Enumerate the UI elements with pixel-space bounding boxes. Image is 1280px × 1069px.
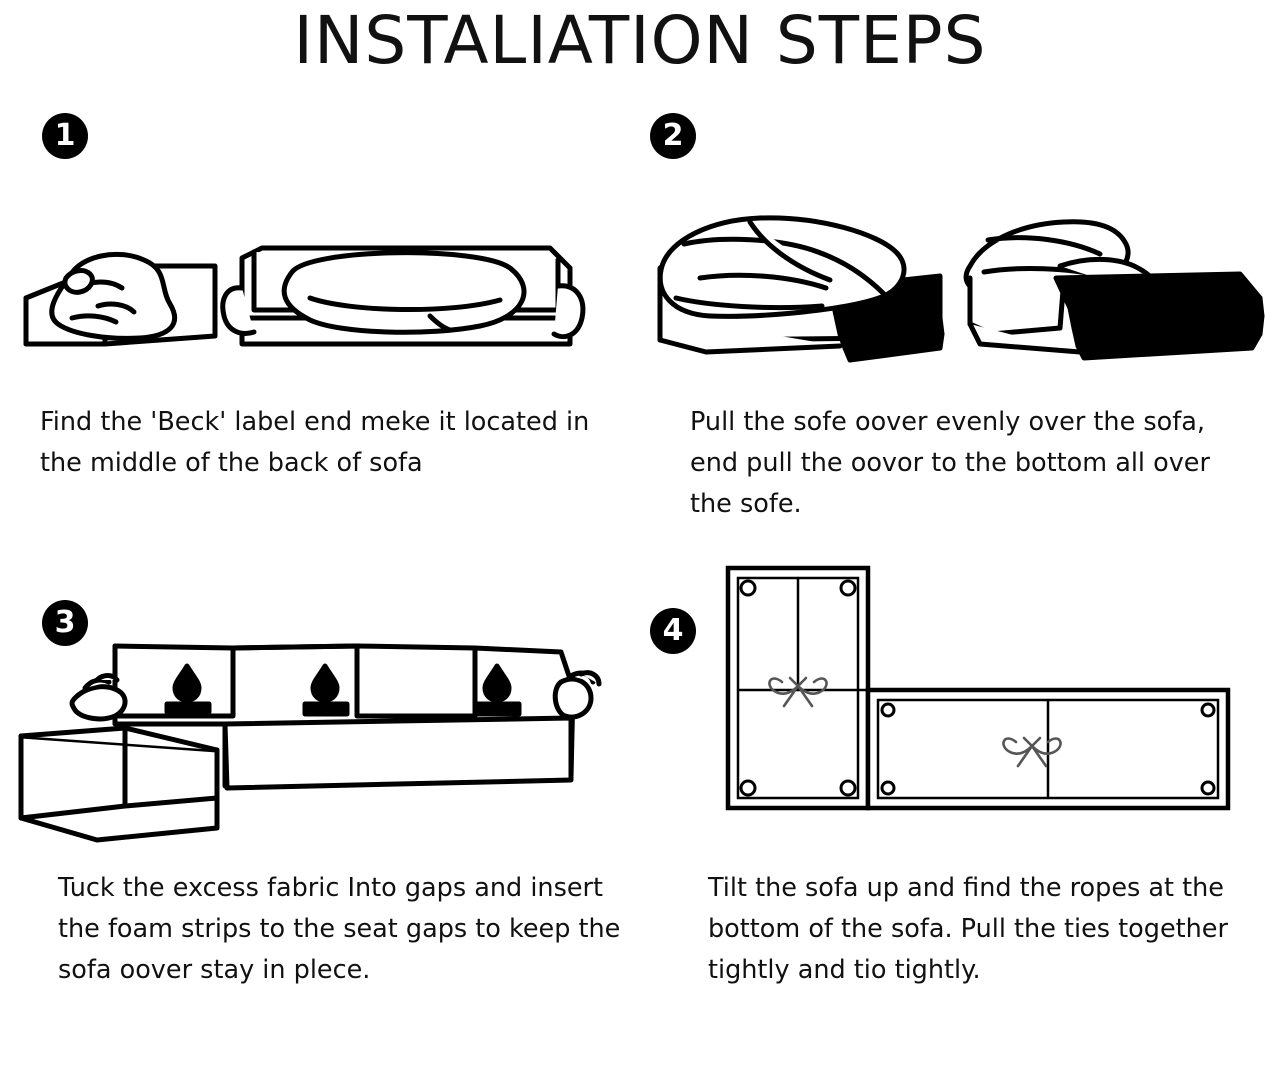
- step-1-badge: 1: [42, 113, 88, 159]
- step-card-1: [0, 100, 640, 580]
- step-4-badge: 4: [650, 608, 696, 654]
- step-3-caption: Tuck the excess fabric Into gaps and insert the foam strips to the seat gaps to keep the sofa oover stay in plece.: [58, 873, 621, 985]
- step-2-caption: Pull the sofe oover evenly over the sofa, end pull the oovor to the bottom all over the sofe.: [690, 407, 1210, 519]
- sofa-bottom-ropes-tied-illustration: [720, 560, 1240, 864]
- sofa-with-cover-label-illustration: [10, 148, 610, 392]
- page-title: INSTALIATION STEPS: [293, 2, 987, 79]
- pulling-cover-over-sofa-illustration: [640, 148, 1280, 392]
- step-card-2: [640, 100, 1280, 580]
- step-card-3: [0, 580, 640, 1020]
- step-1-caption: Find the 'Beck' label end meke it located in the middle of the back of sofa: [40, 407, 590, 478]
- step-2-badge: 2: [650, 113, 696, 159]
- step-card-4: [640, 580, 1280, 1020]
- steps-grid: [0, 100, 1280, 1020]
- step-4-caption: Tilt the sofa up and find the ropes at the bottom of the sofa. Pull the ties together tightly and tio tightly.: [708, 873, 1228, 985]
- tucking-fabric-foam-strips-illustration: [5, 628, 625, 862]
- step-3-badge: 3: [42, 600, 88, 646]
